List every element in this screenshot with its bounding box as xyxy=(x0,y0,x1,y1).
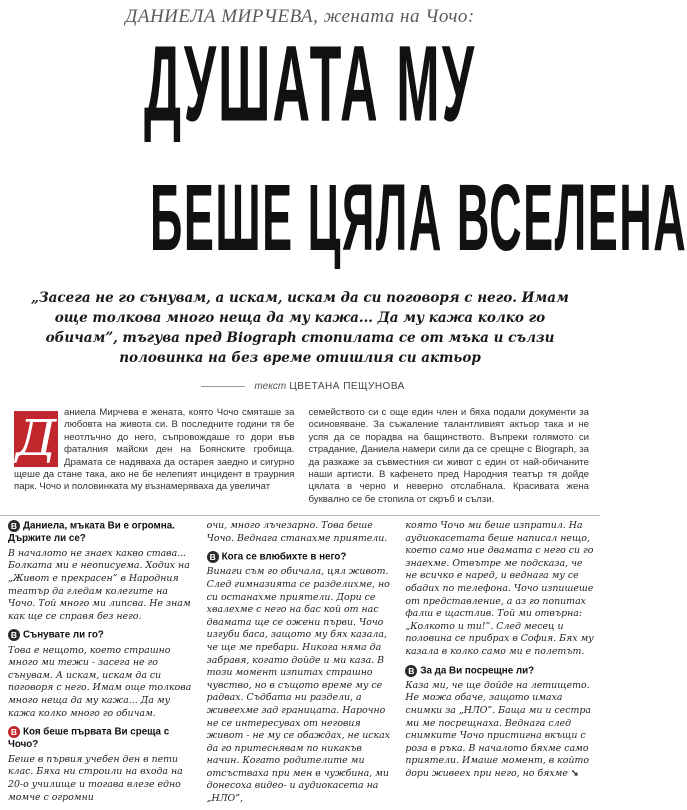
answer-text: очи, много лъчезарно. Това беше Чочо. Веднага станахме приятели. xyxy=(206,520,388,544)
question xyxy=(8,726,197,752)
question-text: За да Ви посрещне ли? xyxy=(420,665,535,677)
biograph-b-icon: B xyxy=(8,520,20,532)
article-kicker: ДАНИЕЛА МИРЧЕВА, жената на Чочо: xyxy=(125,6,475,27)
question xyxy=(8,520,197,546)
biograph-b-icon: B xyxy=(207,551,219,563)
question xyxy=(8,629,197,642)
question-text: Даниела, мъката Ви е огромна. Държите ли се? xyxy=(8,520,175,545)
section-divider xyxy=(0,515,600,516)
biograph-b-icon: B xyxy=(405,665,417,677)
intro-section xyxy=(14,407,589,506)
biograph-b-icon: B xyxy=(8,726,20,738)
intro-column-1 xyxy=(14,407,295,506)
answer-text: която Чочо ми беше изпратил. На аудиокасетата беше написал нещо, което само ние двамата с него си го знаехме. Отвътре ме подсказа, че не всичко е наред, и веднага му се обадих по телефона. Чочо изпишеше от представление, а аз го попитах фалш е щастлив. Той ми отвърна: „Колкото и ти!”. След месец и половина се прибрах в София. Бях му казала в колко само ми е полетът. xyxy=(405,520,594,657)
qa-body xyxy=(8,520,594,810)
qa-column-1 xyxy=(8,520,197,810)
article-deck: „Засега не го сънувам, а искам, искам да си поговоря с него. Имам още толкова много неща да му кажа... Да му кажа колко го обичам”, тъгува пред Biograph стопилата се от мъка и сълзи половинка на без време отишлия си актьор xyxy=(31,290,569,366)
question xyxy=(405,665,594,678)
answer-text: Беше в първия учебен ден в пети клас. Бяха ни строили на входа на 20-о училище и тогава влезе едно момче с огромни xyxy=(8,753,183,803)
intro-column-2 xyxy=(309,407,590,506)
qa-column-2 xyxy=(207,520,396,810)
answer-text: В началото не знаех какво става... Болката ми е неописуема. Ходих на „Живот е прекрасен” в Народния театър да гледам колегите на Чочо. Той много ми липсва. Не знам как ще се справя без него. xyxy=(8,547,191,622)
headline-line-1: ДУШАТА МУ xyxy=(144,23,477,145)
headline-line-2: БЕШЕ ЦЯЛА ВСЕЛЕНА xyxy=(150,165,687,271)
question-text: Кога се влюбихте в него? xyxy=(221,551,347,563)
byline-label: текст xyxy=(254,381,287,392)
biograph-b-icon: B xyxy=(8,629,20,641)
qa-column-3 xyxy=(405,520,594,810)
byline-rule-left xyxy=(201,386,245,387)
byline-author: ЦВЕТАНА ПЕЩУНОВА xyxy=(289,381,405,392)
question-text: Сънувате ли го? xyxy=(23,629,104,641)
byline xyxy=(0,381,600,392)
intro-text-1: аниела Мирчева е жената, която Чочо смяташе за любовта на живота си. В последните години тя бе неотлъчно до него, съпровождаше го дори във фаталния майски ден на Боянските гробища. Драмата се надяваха да остарея заедно и сигурно щеше да стане така, ако не бе нелепият инцидент в траурния парк. Чочо и половинката му възнамеряваха да увеличат xyxy=(14,407,295,493)
drop-cap: Д xyxy=(15,409,57,467)
answer-text-content: Каза ми, че ще дойде на летището. Не можа обаче, защото имаха снимки за „НЛО”. Баща ми и сестра ми ме посрещнаха. Веднага след снимките Чочо пристигна вкъщи с роза в ръка. В началото бяхме само приятели. Имаше момент, в който дори живеех при него, но бяхме xyxy=(405,679,591,779)
answer-text: Това е нещото, което страшно много ми тежи - засега не го сънувам. А искам, искам да си поговоря с него. Имам още толкова много неща да му кажа... Да му кажа колко много го обичам. xyxy=(8,644,192,719)
question xyxy=(207,551,396,564)
answer-text: Винаги съм го обичала, цял живот. След гимназията се разделихме, но си останахме приятели. Дори се хвалехме с него на бас кой от нас двамата ще се ожени първи. Чочо изгуби баса, защото му бях казала, че ще ме пребари. Никога няма да забравя, когато дойде и ми каза. В този момент изпитах страшно чувство, но в същото време му се радвах. Съдбата ни раздели, а живеехме зад границата. Нарочно не се интересувах от неговия живот - не му се обаждах, не исках да го притеснявам по никакъв начин. Когато родителите ми отсъстваха при мен в чужбина, ми донесоха видео- и аудиокасета на „НЛО”, xyxy=(206,566,391,805)
continue-arrow-icon: ➘ xyxy=(570,767,579,779)
answer-text xyxy=(405,680,594,781)
question-text: Коя беше първата Ви среща с Чочо? xyxy=(8,726,170,751)
intro-text-2: семейството си с още един член и бяха подали документи за осиновяване. За съжаление талантливият актьор така и не успя да се порадва на бащинството. Въпреки голямото си страдание, Даниела намери сили да се срещне с Biograph, за да разкаже за съвместния си живот с един от най-обичаните наши артисти. В кафенето пред Народния театър тя дойде цялата в черно и неверно отслабнала. Красивата жена буквално се бе стопила от скръб и сълзи. xyxy=(308,407,589,505)
